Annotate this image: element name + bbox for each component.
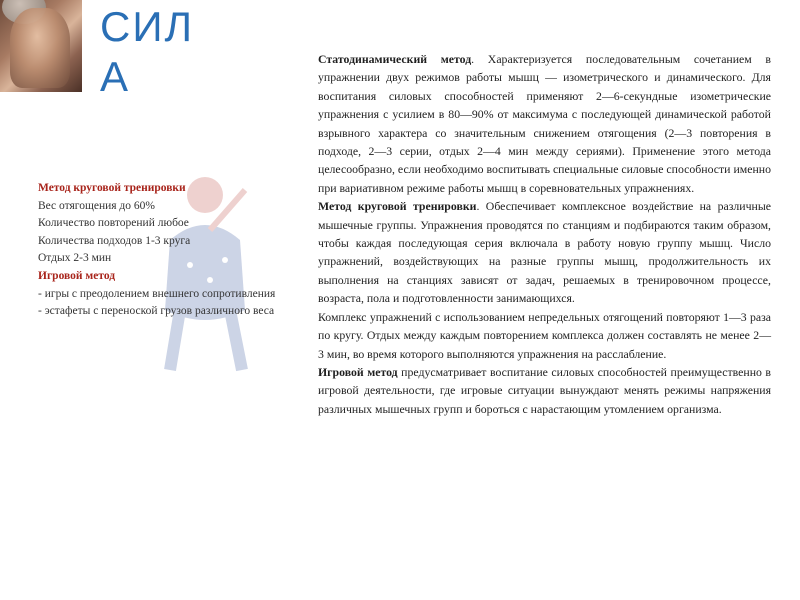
- paragraph-complex: Комплекс упражнений с использованием непредельных отягощений повторяют 1—3 раза по кругу. Отдых между каждым повторением комплекса должен составлять не менее 2—3 мин, во время которого выполняются упражнения на расслабление.: [318, 309, 771, 361]
- paragraph-static-dynamic: [318, 50, 771, 197]
- term-static-dynamic: Статодинамический метод: [318, 52, 472, 66]
- paragraph-body: . Характеризуется последовательным сочетанием в упражнении двух режимов работы мышц — изометрического и динамического. Для воспитания силовых способностей применяют 2—6-секундные изометрические упражнения с усилием в 80—90% от максимума с последующей динамической работой взрывного характера со значительным снижением отягощения (2—3 повторения в подходе, 2—3 серии, отдых 2—4 мин между сериями). Применение этого метода целесообразно, если необходимо воспитывать специальные силовые способности именно при вариативном режиме работы мышц в соревновательных упражнениях.: [318, 52, 772, 195]
- summary-item: Отдых 2-3 мин: [38, 252, 112, 265]
- article-text: [318, 50, 771, 418]
- athlete-figure-shape: [10, 8, 70, 88]
- summary-item: - игры с преодолением внешнего сопротивления: [38, 287, 276, 300]
- summary-item: Количество повторений любое: [38, 217, 189, 230]
- paragraph-body: . Обеспечивает комплексное воздействие на различные мышечные группы. Упражнения проводятся по станциям и подбираются таким образом, чтобы каждая последующая серия включала в работу новую группу мышц. Число упражнений, воздействующих на разные группы мышц, продолжительность их выполнения на станциях зависят от задач, решаемых в тренировочном процессе, возраста, пола и подготовленности занимающихся.: [318, 199, 771, 306]
- summary-item: Вес отягощения до 60%: [38, 199, 155, 212]
- athlete-photo: [0, 0, 82, 92]
- term-game: Игровой метод: [318, 364, 398, 379]
- methods-summary: [38, 180, 288, 321]
- term-circuit: Метод круговой тренировки: [318, 199, 477, 214]
- summary-item: Количества подходов 1-3 круга: [38, 234, 191, 247]
- paragraph-circuit: [318, 197, 771, 307]
- paragraph-body: предусматривает воспитание силовых способностей преимущественно в игровой деятельности, где игровые ситуации вынуждают менять режимы напряжения различных мышечных групп и бороться с нарастающим утомлением организма.: [318, 364, 771, 416]
- paragraph-game: [318, 363, 771, 418]
- summary-item: - эстафеты с переноской грузов различного веса: [38, 305, 275, 318]
- slide-title: СИЛА: [100, 3, 195, 100]
- summary-heading-circuit: Метод круговой тренировки: [38, 182, 186, 194]
- summary-heading-game: Игровой метод: [38, 269, 116, 282]
